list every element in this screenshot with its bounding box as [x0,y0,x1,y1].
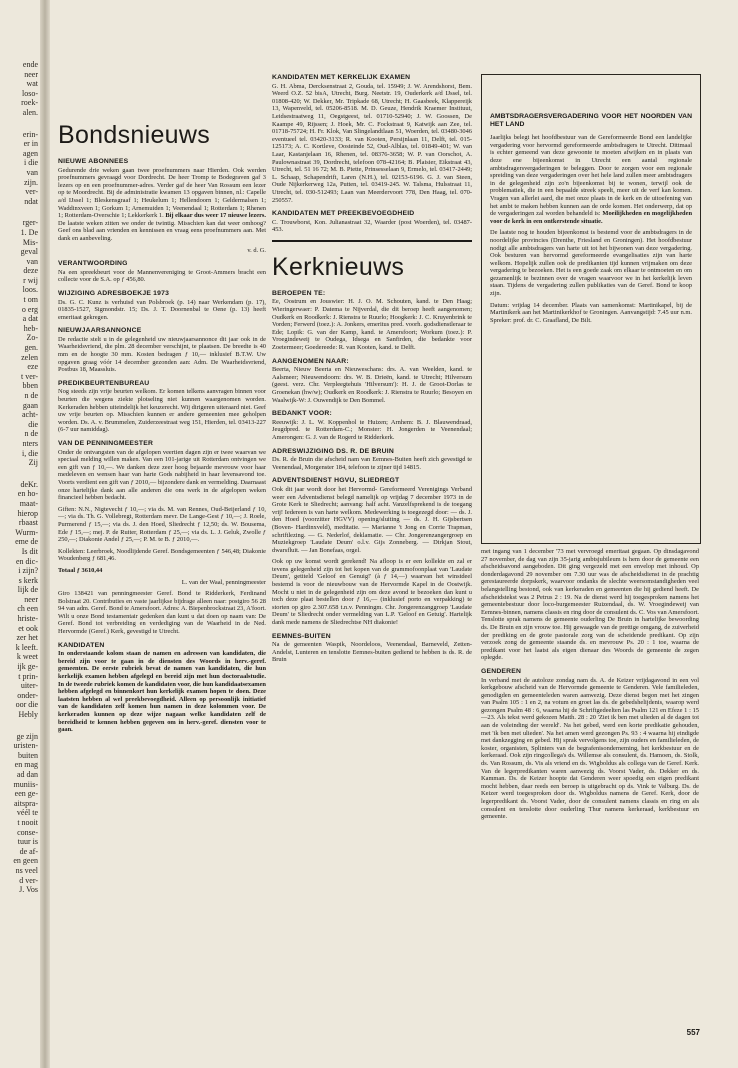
previous-page-word: i die [24,158,38,168]
section-text: Ook op uw komst wordt gerekend! Na afloop is er een kollekte en zal er tevens gelegenheid zijn tot het kopen van de grammofoonplaat van 'Laudate Deum', getiteld 'Geloof en Genuig!' (à ƒ 14,—) waarvan het winstdeel bestemd is voor de nieuwbouw van de Hervormde Kapel in de Oostwijk. Mocht u niet in de gelegenheid zijn om deze avond te bezoeken dan kunt u toch deze plaat bestellen door ƒ 16,— (inklusief porto en verpakking) te storten op giro 2.307.658 t.n.v. Penningm. Chr. Jongerenzanggroep 'Laudate Deum' te Sliedrecht onder vermelding van L.P. 'Geloof en Getuig'. Hartelijk dank mede namens de Sliedrechtse NH diakonie! [272,558,472,627]
previous-page-word: zelen [21,352,38,362]
previous-page-word: uristen- [13,741,38,751]
previous-page-word: ndat [24,196,38,206]
middle-column [272,74,472,1034]
previous-page-word: n de [24,429,38,439]
section-text: Onder de ontvangsten van de afgelopen veertien dagen zijn er twee waarvan we speciaal melding willen maken. Van een 101-jarige uit Rotterdam ontvingen we een gift van ƒ 10,—. We danken deze zeer hoog bejaarde mevrouw voor haar medeleven en wensen haar van harte Gods nabijheid in haar levensavond toe. Voorts verdient een gift van ƒ 2010,— bijzondere dank en vermelding. Daarnaast onze hartelijke dank aan alle anderen die ons werk in de afgelopen weken financieel hebben bedacht. [58,448,266,502]
previous-page-word: loos. [22,285,38,295]
previous-page-word: conse- [17,827,38,837]
previous-page-word: t ver- [21,371,38,381]
previous-page-word: i, die [22,448,38,458]
previous-page-word: ns veel [15,865,38,875]
section-heading: AANGENOMEN NAAR: [272,357,349,365]
signature: v. d. G. [247,246,266,254]
previous-page-word: véél te [16,808,38,818]
previous-page-word: neer [24,594,38,604]
announcement-box [481,74,701,544]
gifts-list: Giften: N.N., Nigtevecht ƒ 10,—; via ds. M. van Rennes, Oud-Beijerland ƒ 10,—; via ds. Th. G. Vollebregt, Rotterdam mevr. De Lange-Gest ƒ 10,—; J. Roele, Purmerend ƒ 15,—; via ds. J. den Hoed, Sliedrecht ƒ 12,50; ds. W. Bousema, Ede ƒ 15,—; mej. P. de Ruiter, Rotterdam ƒ 25,—; via ds. L. J. Geluk, Zwolle ƒ 250,—; Diakonie Andel ƒ 25,—; P. M. te B. ƒ 2010,—. [58,505,266,544]
previous-page-word: een ge- [14,789,38,799]
previous-page-word: k leeft. [15,642,38,652]
section-heading: ADVENTSDIENST HGVU, SLIEDREGT [272,477,400,485]
previous-page-word: Mis- [22,237,38,247]
previous-page-word: buiten [18,750,38,760]
collections-list: Kollekten: Leerbroek, Noodlijdende Geref. Bondsgemeenten ƒ 546,48; Diakonie Woudenberg ƒ 681,46. [58,547,266,563]
section-heading: ADRESWIJZIGING DS. R. DE BRUIN [272,447,394,455]
previous-page-word: rger- [22,218,38,228]
section-heading: KANDIDATEN [58,641,105,649]
previous-page-word: deze [23,266,38,276]
section-text: Na een spreekbeurt voor de Mannenvereniging te Groot-Ammers bracht een collecte voor de S.A. op ƒ 456,80. [58,268,266,284]
previous-page-word: hriste- [17,614,38,624]
previous-page-word: en ho- [17,489,38,499]
previous-page-word: muniis- [13,779,38,789]
section-heading: EEMNES-BUITEN [272,632,331,640]
previous-page-word: lijk de [17,585,38,595]
section-heading: NIEUWE ABONNEES [58,158,129,165]
section-text: Nog steeds zijn vrije beurten welkom. Er komen telkens aanvragen binnen voor beurten die wegens ziekte plotseling niet kunnen waargenomen worden. Kerkeraden hebben uiteindelijk het keuzerecht. Wij dirigeren uiteraard niet. Geef uw vrije beurten op. Misschien kunnen er andere gemeenten mee geholpen worden. Ds. A. v. Brummelen, Zuiderzeestraat weg 151, Hierden, tel. 03413-227 (6-7 uur namiddag). [58,388,266,434]
previous-page-word: n de [24,391,38,400]
previous-page-word: heb- [23,323,38,333]
previous-page-word: erin- [22,129,38,139]
previous-page-word: deKr. [20,479,38,489]
previous-page-word: ende [22,60,38,69]
previous-page-word: ad dan [16,769,38,779]
section-text: De redactie stelt u in de gelegenheid uw nieuwjaarsannonce dit jaar ook in de Waarheidsvriend, die plm. 28 december verschijnt, te plaatsen. De breedte is 40 mm en de hoogte 30 mm. Kosten bedragen ƒ 10,— inklusief B.T.W. Uw opgaven graag vóór 14 december gezonden aan: Adm. De Waarheidsvriend, Postbus 18, Maassluis. [58,335,266,374]
previous-page-word: rbaast [18,518,38,528]
previous-page-word: 1. De [20,227,38,237]
section-text: In onderstaande kolom staan de namen en adressen van kandidaten, die bereid zijn voor te gaan in de diensten des Woords in herv.-geref. gemeenten. De eerste rubriek bevat de namen van kandidaten, die hun kerkelijk examen hebben afgelegd en bereid zijn met hun doctoraalstudie. In de tweede rubriek komen de kandidaten voor, die hun kandidaatsexamen hebben afgelegd en binnenkort hun kerkelijk examen hopen te doen. Deze laatsten hebben al wel preekbevoegdheid. Alleen op persoonlijk initiatief van de kandidaten zelf komen hun namen in deze kolommen voor. De kerkeraden kunnen op deze wijze nagaan welke kandidaten zelf de bereidheid te kennen hebben gegeven om in herv.-geref. diensten voor te gaan. [58,650,266,734]
previous-page-word: er in [23,139,38,149]
section-heading: BEROEPEN TE: [272,289,326,297]
previous-page-word: gaan [22,400,38,410]
box-text: De laatste nog te houden bijeenkomst is bestemd voor de ambtsdragers in de noordelijke provincies (Drenthe, Friesland en Groningen). Het hoofdbestuur nodigt alle ambtsdragers van harte uit tot het bijwonen van deze vergadering. Ook besturen van hervormd gereformeerde evangelisaties zijn van harte welkom. Hopelijk zullen ook de predikanten tijd kunnen vrijmaken om deze vergadering te bezoeken. Het is een goede zaak om elkaar te ontmoeten en om gezamenlijk te bezinnen over de vragen waarvoor we in het kerkelijk leven staan. Tijdens de vergadering zullen publikaties van de Geref. Bond te koop zijn. [490,229,692,298]
previous-page-word: die [28,419,38,429]
previous-page-word: Hebly [18,710,38,719]
box-text: Jaarlijks belegt het hoofdbestuur van de Gereformeerde Bond een landelijke vergadering voor hervormd gereformeerde ambtsdragers te Utrecht. Dittmaal is echter gemeend van deze gewoonte te moeten afwijken en in plaats van deze ene bijeenkomst in Utrecht een aantal regionale ambtsdragersvergaderingen te beleggen. Door te zorgen voor een regionale spreiding van deze vergaderingen over het hele land zullen meer ambtsdragers in de gelegenheid zijn zo'n bijeenkomst bij te wonen, terwijl ook de problematiek, die in een bepaalde streek speelt, meer uit de verf kan komen. Vragen van allerlei aard, die met onze plaats in de kerk en de uitoefening van het ambt te maken hebben kunnen aan de orde komen. Het onderwerp, dat op de vergaderingen zal worden behandeld is: Moeilijkheden en mogelijkheden voor de kerk in een ontkerstende situatie. [490,134,692,225]
previous-page-word: hierop [17,508,38,518]
right-column [481,548,699,1023]
box-heading: AMBTSDRAGERSVERGADERING VOOR HET NOORDEN VAN HET LAND [490,113,692,128]
section-text: met ingang van 1 december '73 met vervroegd emeritaat gegaan. Op dinsdagavond 27 november, de dag van zijn 35-jarig ambtsjubileum is hem door de gemeente een afscheidsavond aangeboden. Dit ging vergezeld met een envelop met inhoud. Op donderdagavond 29 november om 7.30 uur was de afscheidsdienst in de prachtig gerestaureerde dorpskerk, waarvoor ondanks de slechte weersomstandigheden veel belangstelling bestond, ook van kerkeraden en gemeenten die hij gediend heeft. De afscheidstekst was 2 Petrus 2 : 19. Na de dienst werd hij toegesproken namens het gemeentebestuur door loco-burgemeester Ruizendaal, ds. W. Vroegindeweij van Eemnes-binnen, namens classis en ring door de consulent ds. C. Vos van Amersfoort. Tenslotte sprak namens de gemeente ouderling De Bruin in hartelijke bewoording ds. De Bruin en zijn vrouw toe. Hij gewaagde van de prettige omgang, de zuiverheid der prediking en de grote pastorale zorg van de scheidende predikant. Op zijn verzoek zong de gemeente staande ds. en mevrouw Ps. 20 : 1 toe, waarna de predikant voor het laatst als eigen dienaar des Woords de gemeente de zegen oplegde. [481,548,699,662]
page-number: 557 [686,1028,700,1037]
previous-page-word: geval [20,247,38,257]
previous-page-word: eme de [15,537,38,547]
previous-page-word: gen. [24,343,38,353]
section-text: Ook dit jaar wordt door het Hervormd- Gereformeerd Verenigings Verband weer een Adventsdienst belegd namelijk op vrijdag 7 december 1973 in de Grote Kerk te Sliedrecht; aanvang: half acht. Vanzelfsprekend is de toegang vrij! Iedereen is van harte welkom. Medewerking is toegezegd door: — ds. J. den Hoed (voorzitter HGVV) opening/sluiting — ds. J. H. Gijsbertsen (Boven- Hardinxveld), meditatie. — Marianne 't Jong en Corrie Trapman, schriftlezing. — G. Nederlof, deklamatie. — Chr. Jongerenzangergroep en Muziekgroep 'Laudate Deum' o.l.v. Gijs Zonneberg. — Dirkjan Stout, dwarsfluit. — Jan Bonefaas, orgel. [272,485,472,554]
previous-page-word: a dat [22,314,38,324]
section-text: Reeuwijk: J. L. W. Koppenhol te Huizen; Arnhem: B. J. Blauwendraad, Jeugdpred. te Rotterdam-C.; Monster: H. Jongerden te Veenendaal; Amerongen: G. J. van de Rogerd te Ridderkerk. [272,418,472,441]
previous-page-word: Zij [28,458,38,468]
previous-page-word: agen [22,148,38,158]
previous-page-word: et ook [18,623,38,633]
previous-page-word: r wij [23,275,38,285]
previous-page-word: t prin- [18,671,38,681]
section-text: Giro 138421 van penningmeester Geref. Bond te Ridderkerk, Ferdinand Bolstraat 20. Contributies en vaste jaarlijkse bijdrage alleen naar: postgiro 56 28 94 van adm. Geref. Bond te Amersfoort. Adres: A. Biepenbrockstraat 23, A'foort. Wilt u onze Bond testamentair gedenken dan kunt u dat doen op naam van: De Geref. Bond tot verbreiding en verdediging van de Waarheid in de Ned. Hervormde (Geref.) Kerk, gevestigd te Utrecht. [58,590,266,636]
section-heading: VERANTWOORDING [58,260,128,268]
previous-page-word: zijn. [24,177,38,187]
previous-page-word: Zo- [26,333,38,343]
section-text: G. H. Abma, Dercksenstraat 2, Gouda, tel. 15949; J. W. Arendshorst, Bem. Weerd O.Z. 52 bisA, Utrecht, Burg. Neetstr. 19, Ouderkerk a/d IJssel, tel. 01808-420; W. Dekker, Mr. Tripkade 68, Utrecht; H. Gaasbeek, Klappereijk 13, Wapenveld, tel. 05206-8518. M. D. Geuze, Hendrik Kraemer Instituut, Leidsestraatweg 11, Oegstgeest, tel. 01710-52940; J. W. Goossen, De Kaampe 49, Rijssen; J. Hoek, Mr. C. Fockstraat 9, Katwijk aan Zee, tel. 01718-75724; H. Fr. Klok, Van Slingelandtlaan 51, Woerden, tel. 03480-3046 eventueel tel. 03420-3133; R. van Kooten, Persijnlaan 11, Delft, tel. 015-125173; A. C. Kortleve, Oosteinde 52, Oud-Alblas, tel. 01849-401; W. van Laar, Kastanjelaan 16, Rhenen, tel. 08376-3658; W. P. van Oorschot, A. Paulownastraat 39, Dordrecht, telefoon 078-42164; B. Plaisier, Eikstraat 43, Utrecht, tel. 51 16 72; M. B. Piette, Prinsesselaan 9, Ermelo, tel. 03417-2449; L. Schaap, Schapendrift, Laren (N.H.), tel. 02153-6196. G. J. van Steen, Oude Nijkerkerweg 12a, Putten, tel. 03419-245. W. Talsma, Hulsstraat 11, Utrecht, tel. 030-512493; Laan van Meerdervoort 778, Den Haag, tel. 070-250557. [272,82,472,204]
section-text: Ds. R. de Bruin die afscheid nam van Eemnes-Buiten heeft zich gevestigd te Veenendaal, Morgenster 184, telefoon te zijner tijd 14815. [272,456,472,471]
section-heading: KANDIDATEN MET KERKELIJK EXAMEN [272,74,411,81]
section-text: C. Trouwborst, Kon. Julianastraat 32, Waarder (post Woerden), tel. 03487-453. [272,218,472,234]
previous-page-word: t nooit [17,817,38,827]
previous-page-word: en geen [13,856,38,866]
previous-page-word: o erg [21,304,38,314]
previous-page-word: de af- [19,846,38,856]
previous-page-word: ge zijn [16,731,38,741]
previous-page-word: ijk ge- [17,662,38,672]
previous-page-word: d ver- [19,875,38,885]
section-text: Beerta, Nieuw Beerta en Nieuweschans: drs. A. van Weelden, kand. te Aalsmeer; Nieuwendoorn: drs. W. B. Drieën, kand. te Utrecht; Hilversum (geest. verz. Chr. Verpleegtehuis 'Hilversum'): H. J. de Groot-Dorlas te Groenekan (hw/w); Oudkerk en Roodkerk: J. Rienstra te Ruurlo; Besoyen en Waalwijk-W: J. Ouwendijk te Den Bommel. [272,366,472,404]
previous-page-word: t om [23,295,38,305]
section-divider [272,240,472,242]
previous-page-word: en dic- [16,556,38,566]
previous-page-word: aitspra- [14,798,38,808]
previous-page-word: i zijn? [18,566,38,576]
previous-page-word: oor die [15,700,38,710]
signature: L. van der Waal, penningmeester [181,578,266,586]
previous-page-word: loso- [22,88,38,98]
section-text: In verband met de autoloze zondag nam ds. A. de Keizer vrijdagavond in een vol kerkgebouw afscheid van de Hervormde gemeente te Genderen. Vele familieleden, genodigden en gemeenteleden waren aanwezig. Deze dienst begon met het zingen van Psalm 105 : 1 en 2, na votum en groet las ds. de gebedshelijdenis, waarop werd gezongen Psalm 48 : 6, waarna hij de Schriftgedeelten las Psalm 121 en Efeze 1 : 15—23. Als tekst werd gekozen Matth. 28 : 20 'Ziet ik ben met ulieden al de dagen tot aan de voleinding der wereld'. Na het gebed, werd een korte predikatie gehouden, met 'ik ben met ulieden'. Na het amen werd gezongen Ps. 93 : 4 waarna hij eindigde met dankzegging en gebed. Hij sprak vervolgens toe, zijn ouders en familieleden, de koster, organisten, Splinters van de begrafenisonderneming, het kerkbestuur en de kerkeraad. Ook zijn ringcollega's ds. Willemse als consulent, ds. Hamoen, ds. Stolk, ds. Van Rossum, ds. Vis als vriend en ds. Wigboldus als collega van de Geref. Kerk. Van de legerpredikanten waren aanwezig ds. Voorst Vader, ds. Dekker en ds. Kamman. Ds. de Keizer hoopte dat Genderen weer spoedig een eigen predikant mocht hebben, daar reeds een beroep is uitgebracht op ds. Vink te Valburg. Ds. de Keizer werd toegesproken door ds. Wigboldus namens de Geref. Kerk, door de legerpredikant ds. Voorst Vader, door de consulent namens classis en ring en als consulent en tenslotte door ouderling Thur namens kerkeraad, kerkbestuur en gemeente. [481,676,699,821]
previous-page-word: van [26,256,38,266]
section-text: Ds. G. C. Kunz is verhuisd van Polsbroek (p. 14) naar Werkendam (p. 17), 01835-1527, Sigmondstr. 15; Ds. J. T. Doornenbal te Oene (p. 13) heeft emeritaat gekregen. [58,298,266,321]
section-text: Gedurende drie weken gaan twee proefnummers naar Hierden. Ook werden proefnummers gevraagd voor Dordrecht. De heer Tromp te Bodegraven gaf 3 lezers op en een proefnummer-adres. Verder gaf de heer Van Rossum een lezer op te Moordrecht. Bij de administratie kwamen 13 opgaven binnen, nl.: Capelle a/d IJssel 1; Bleskensgraaf 1; Heukelum 1; Hellendoorn 1; Geldermalsen 1; Waddinxveen 1; Gorkum 1; Arnemuiden 1; Veenendaal 1; Rotterdam 1; Rhenen 1; Rotterdam-Overschie 1; Lekkerkerk 1. Bij elkaar dus weer 17 nieuwe lezers. De laatste weken zitten we onder de twintig. Misschien kan dat weer omhoog? Geef ons blad aan vrienden en kennissen en vraag eens proefnummers aan. Met dank en aanbeveling. [58,166,266,242]
previous-page-word: Is dit [21,546,38,556]
section-heading: VAN DE PENNINGMEESTER [58,440,154,447]
previous-page-word: nters [22,438,38,448]
box-details: Datum: vrijdag 14 december. Plaats van samenkomst: Martinikapel, bij de Martinikerk aan het Martinikerkhof te Groningen. Aanvangstijd: 7.45 uur n.m. Spreker: prof. dr. C. Graafland, De Bilt. [490,301,692,324]
section-heading: PREDIKBEURTENBUREAU [58,379,150,387]
page-gutter [40,0,50,1068]
previous-page-fragment [0,60,38,895]
section-heading: WIJZIGING ADRESBOEKJE 1973 [58,289,170,297]
previous-page-word: zer het [16,633,38,643]
previous-page-word: k weet [16,652,38,662]
previous-page-word: s kerk [18,575,38,585]
previous-page-word: wat [26,79,38,89]
previous-page-word: ch een [17,604,38,614]
bondsnieuws-title: Bondsnieuws [58,121,211,149]
section-text: Na de gemeenten Waspik, Noordeloos, Veenendaal, Barneveld, Zetten-Andelst, Lunteren en tenslotte Eemnes-buiten gediend te hebben is ds. R. de Bruin [272,641,472,664]
section-heading: NIEUWJAARSANNONCE [58,327,142,335]
previous-page-word: bben [22,381,38,391]
previous-page-word: neer [24,69,38,79]
previous-page-word: roek- [21,98,38,108]
previous-page-word: onder- [17,690,38,700]
previous-page-word: alen. [22,107,38,117]
total-amount: Totaal ƒ 3610,44 [58,566,103,574]
previous-page-word: ver- [25,187,38,197]
left-column [58,74,266,1034]
previous-page-word: van [26,167,38,177]
previous-page-word: J. Vos [19,885,38,895]
section-heading: KANDIDATEN MET PREEKBEVOEGDHEID [272,210,415,218]
previous-page-word: eze [27,362,38,372]
previous-page-word: Wurm- [15,527,38,537]
previous-page-word: en mag [14,760,38,770]
previous-page-word: uiter- [20,681,38,691]
previous-page-word: acht- [22,410,38,420]
previous-page-word: maat- [19,498,38,508]
kerknieuws-title: Kerknieuws [272,252,405,281]
section-text: Ee, Oostrum en Jouswier: H. J. O. M. Schouten, kand. te Den Haag; Wieringerwaer: P. Datema te Nijverdal, die dit beroep heeft aangenomen; Oudkerk en Roodkerk: J. Rienstra te Ruurlo; Hoogkerk: J. C. Kruyenbrink te Vorden; Ferwerd (toez.): A. Jonkers, emeritus pred. voorh. godsdienstleraar te Ede; Lopik: G. van der Kamp, kand. te Amersfoort; Workum (toez.): P. Vroegindeweij te Oudega, Idsega en Sanfirden, die bedankte voor Zoetermeer; Goedereede: R. van Kooten, kand. te Delft. [272,298,472,352]
section-heading: BEDANKT VOOR: [272,410,332,418]
previous-page-word: tuur is [17,837,38,847]
section-heading: GENDEREN [481,667,522,675]
